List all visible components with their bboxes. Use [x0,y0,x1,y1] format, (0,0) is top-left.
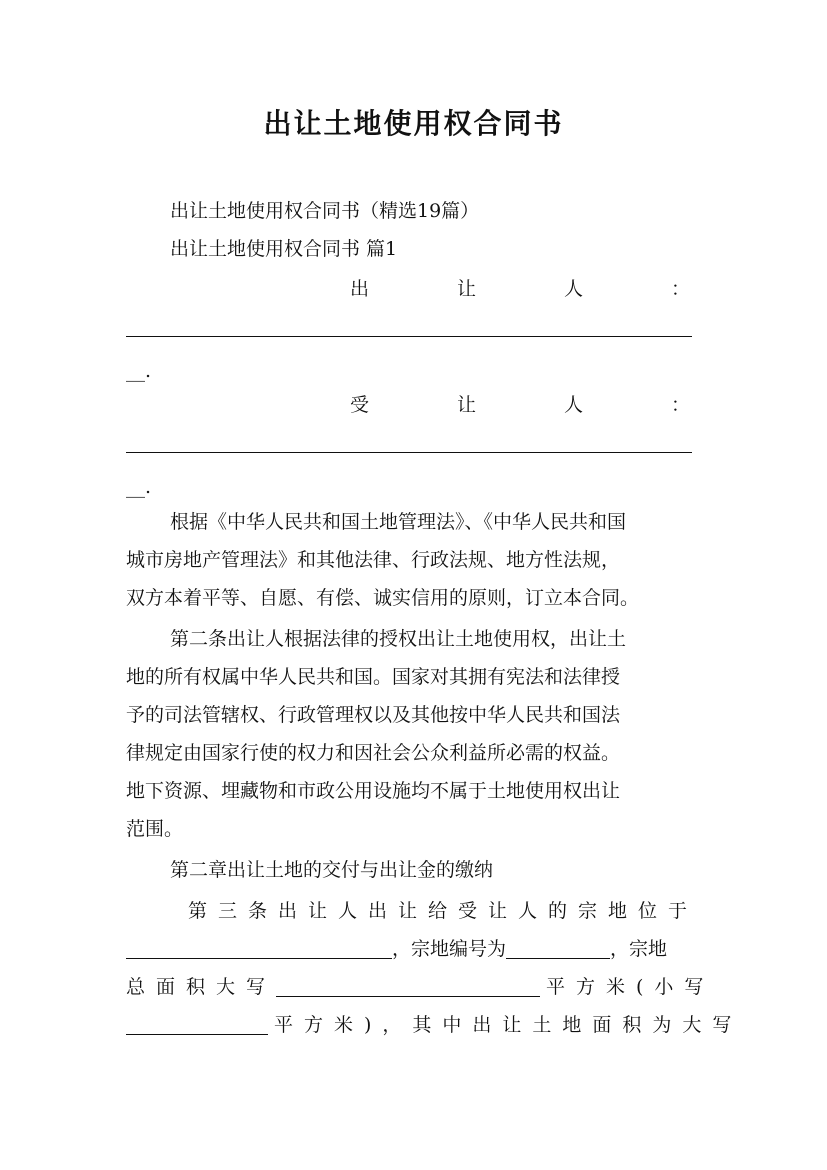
transferor-blank-end: __. [126,360,152,382]
article-3-line: 总面积大写 平方米(小写 [126,976,715,998]
article-3-line: ，宗地编号为 ，宗地 [126,930,702,968]
document-title: 出让土地使用权合同书 [263,107,564,140]
paragraph-2-line: 地下资源、埋藏物和市政公用设施均不属于土地使用权出让 [126,780,621,802]
paragraph-2-line: 范围。 [126,818,184,840]
transferee-blank-end: __. [126,476,152,498]
transferee-label: 受 让 人 ： [350,394,690,416]
location-blank [126,938,392,959]
parcel-number-blank [506,938,610,959]
transferor-label: 出 让 人 ： [350,278,690,300]
paragraph-2-line: 律规定由国家行使的权力和因社会公众利益所必需的权益。 [126,742,621,764]
paragraph-2-line: 地的所有权属中华人民共和国。国家对其拥有宪法和法律授 [126,666,621,688]
paragraph-2-line: 予的司法管辖权、行政管理权以及其他按中华人民共和国法 [126,704,621,726]
paragraph-1-line: 双方本着平等、自愿、有偿、诚实信用的原则，订立本合同。 [126,587,640,609]
section-heading: 出让土地使用权合同书 篇1 [170,238,398,260]
transferee-blank-line [126,452,692,453]
total-area-words-blank [276,976,540,997]
paragraph-1-line: 根据《中华人民共和国土地管理法》、《中华人民共和国 [170,511,627,533]
subtitle: 出让土地使用权合同书（精选19篇） [170,200,480,222]
article-3-line: 平方米)，其中出让土地面积为大写 [126,1006,702,1044]
transferor-blank-line [126,336,692,337]
paragraph-1-line: 城市房地产管理法》和其他法律、行政法规、地方性法规， [126,549,621,571]
paragraph-2-line: 第二条出让人根据法律的授权出让土地使用权，出让土 [170,628,627,650]
chapter-2-heading: 第二章出让土地的交付与出让金的缴纳 [170,859,494,881]
article-3-line: 第三条出让人出让给受让人的宗地位于 [188,900,699,922]
total-area-digits-blank [126,1014,268,1035]
